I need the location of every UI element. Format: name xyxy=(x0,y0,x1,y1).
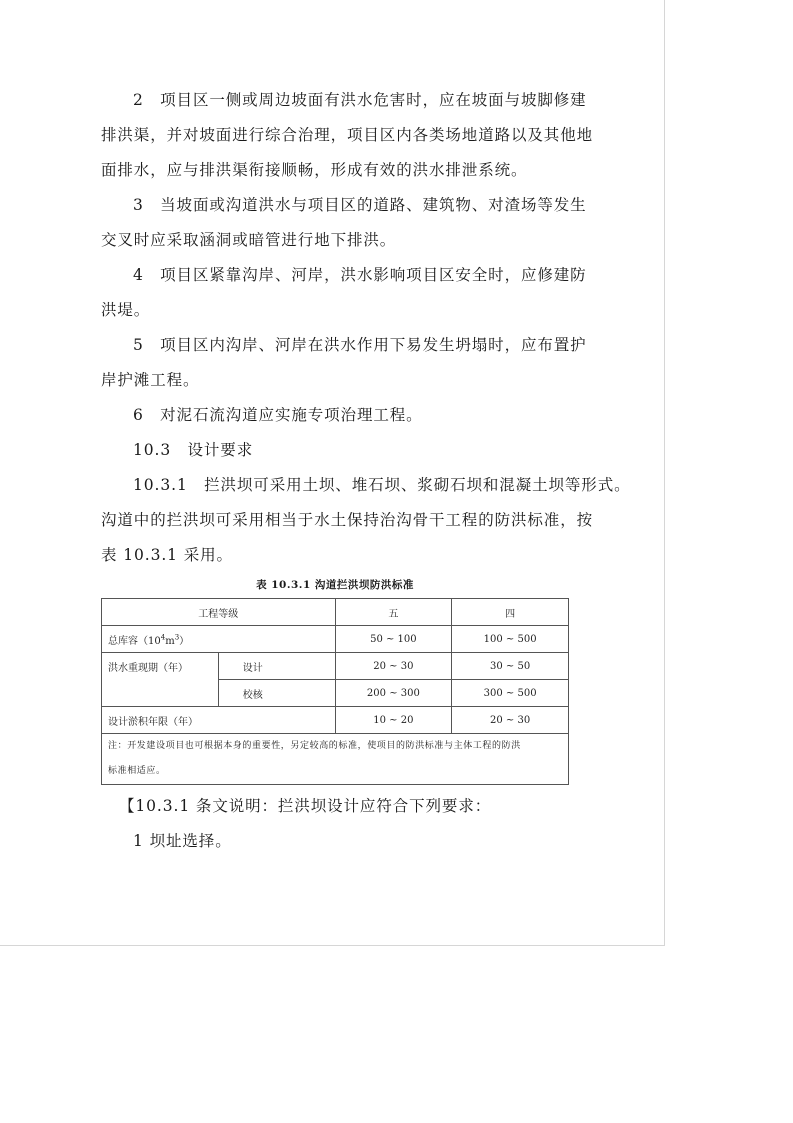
table-row-header xyxy=(102,599,569,626)
paragraph-6: 6 对泥石流沟道应实施专项治理工程。 xyxy=(133,406,423,424)
check-grade-4: 300 ~ 500 xyxy=(452,680,569,707)
silting-grade-4: 20 ~ 30 xyxy=(452,707,569,734)
check-grade-5: 200 ~ 300 xyxy=(335,680,452,707)
design-label: 设计 xyxy=(218,653,335,680)
table-note: 注：开发建设项目也可根据本身的重要性，另定较高的标准，使项目的防洪标准与主体工程的防洪 标准相适应。 xyxy=(102,734,569,785)
section-heading: 10.3 设计要求 xyxy=(133,441,254,459)
table-row-note xyxy=(102,734,569,785)
explanation-heading: 【10.3.1 条文说明：拦洪坝设计应符合下列要求： xyxy=(119,797,492,815)
item-1-site-selection: 1 坝址选择。 xyxy=(133,832,232,850)
paragraph-3-line-1: 3 当坡面或沟道洪水与项目区的道路、建筑物、对渣场等发生 xyxy=(133,196,587,214)
clause-10-3-1-line-3: 表 10.3.1 采用。 xyxy=(101,546,233,564)
flood-standard-table xyxy=(101,598,569,785)
header-grade-4: 四 xyxy=(452,599,569,626)
capacity-label: 总库容$(10^4m^3)$ xyxy=(102,626,336,653)
paragraph-2-line-2: 排洪渠，并对坡面进行综合治理，项目区内各类场地道路以及其他地 xyxy=(101,126,594,144)
header-grade: 工程等级 xyxy=(102,599,336,626)
table-caption: 表 10.3.1 沟道拦洪坝防洪标准 xyxy=(256,579,414,591)
paragraph-4-line-2: 洪堤。 xyxy=(101,301,151,319)
paragraph-5-line-2: 岸护滩工程。 xyxy=(101,371,200,389)
design-grade-4: 30 ~ 50 xyxy=(452,653,569,680)
paragraph-5-line-1: 5 项目区内沟岸、河岸在洪水作用下易发生坍塌时，应布置护 xyxy=(133,336,587,354)
header-grade-5: 五 xyxy=(335,599,452,626)
table-row-design xyxy=(102,653,569,680)
clause-10-3-1-line-1: 10.3.1 拦洪坝可采用土坝、堆石坝、浆砌石坝和混凝土坝等形式。 xyxy=(133,476,631,494)
paragraph-2-line-1: 2 项目区一侧或周边坡面有洪水危害时，应在坡面与坡脚修建 xyxy=(133,91,587,109)
table-row-capacity xyxy=(102,626,569,653)
table-row-silting xyxy=(102,707,569,734)
design-grade-5: 20 ~ 30 xyxy=(335,653,452,680)
paragraph-4-line-1: 4 项目区紧靠沟岸、河岸，洪水影响项目区安全时，应修建防 xyxy=(133,266,587,284)
silting-grade-5: 10 ~ 20 xyxy=(335,707,452,734)
check-label: 校核 xyxy=(218,680,335,707)
clause-10-3-1-line-2: 沟道中的拦洪坝可采用相当于水土保持治沟骨干工程的防洪标准，按 xyxy=(101,511,594,529)
capacity-grade-5: 50 ~ 100 xyxy=(335,626,452,653)
flood-period-label: 洪水重现期（年） xyxy=(102,653,219,707)
capacity-grade-4: 100 ~ 500 xyxy=(452,626,569,653)
silting-label: 设计淤积年限（年） xyxy=(102,707,336,734)
paragraph-2-line-3: 面排水，应与排洪渠衔接顺畅，形成有效的洪水排泄系统。 xyxy=(101,161,528,179)
paragraph-3-line-2: 交叉时应采取涵洞或暗管进行地下排洪。 xyxy=(101,231,397,249)
